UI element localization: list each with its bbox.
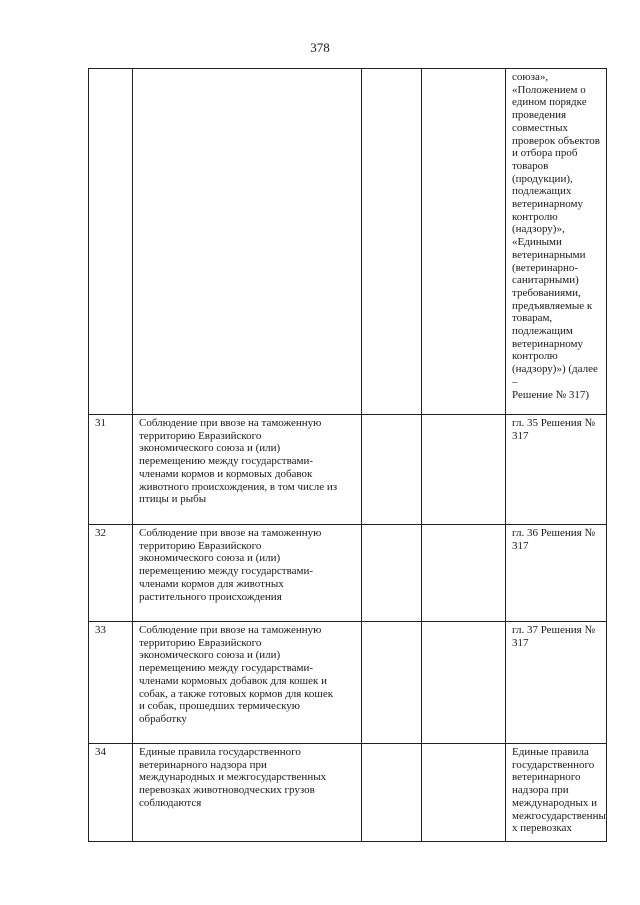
- reference-cell: гл. 37 Решения № 317: [506, 622, 607, 744]
- row-number-cell: 32: [89, 525, 133, 622]
- table-row: [89, 622, 607, 744]
- empty-cell: [362, 69, 422, 415]
- reference-cell: союза», «Положением о едином порядке проведения совместных проверок объектов и отбора проб товаров (продукции), подлежащих ветеринарному контролю (надзору)», «Едиными ветеринарными (ветеринарно- санитарными) требованиями, предъявляемые к товарам, подлежащим ветеринарному контролю (надзору)») (далее – Решение № 317): [506, 69, 607, 415]
- requirement-cell: Соблюдение при ввозе на таможенную территорию Евразийского экономического союза и (или) перемещению между государствами- членами кормов для животных растительного происхождения: [133, 525, 362, 622]
- table-row: [89, 69, 607, 415]
- empty-cell: [362, 744, 422, 842]
- table-row: [89, 744, 607, 842]
- requirement-cell: Соблюдение при ввозе на таможенную территорию Евразийского экономического союза и (или) перемещению между государствами- членами кормов и кормовых добавок животного происхождения, в том числе из птицы и рыбы: [133, 415, 362, 525]
- page-number: 378: [310, 40, 330, 55]
- empty-cell: [422, 415, 506, 525]
- requirement-cell: Соблюдение при ввозе на таможенную территорию Евразийского экономического союза и (или) перемещению между государствами- членами кормовых добавок для кошек и собак, а также готовых кормов для кошек и собак, прошедших термическую обработку: [133, 622, 362, 744]
- requirement-cell: [133, 69, 362, 415]
- reference-cell: Единые правила государственного ветеринарного надзора при международных и межгосударственны х перевозках: [506, 744, 607, 842]
- reference-cell: гл. 35 Решения № 317: [506, 415, 607, 525]
- row-number-cell: 34: [89, 744, 133, 842]
- requirements-table: [88, 68, 607, 842]
- row-number-cell: 31: [89, 415, 133, 525]
- empty-cell: [362, 622, 422, 744]
- empty-cell: [362, 415, 422, 525]
- row-number-cell: 33: [89, 622, 133, 744]
- row-number-cell: [89, 69, 133, 415]
- empty-cell: [422, 525, 506, 622]
- table-row: [89, 415, 607, 525]
- reference-cell: гл. 36 Решения № 317: [506, 525, 607, 622]
- empty-cell: [362, 525, 422, 622]
- empty-cell: [422, 744, 506, 842]
- table-row: [89, 525, 607, 622]
- requirement-cell: Единые правила государственного ветеринарного надзора при международных и межгосударственных перевозках животноводческих грузов соблюдаются: [133, 744, 362, 842]
- empty-cell: [422, 622, 506, 744]
- empty-cell: [422, 69, 506, 415]
